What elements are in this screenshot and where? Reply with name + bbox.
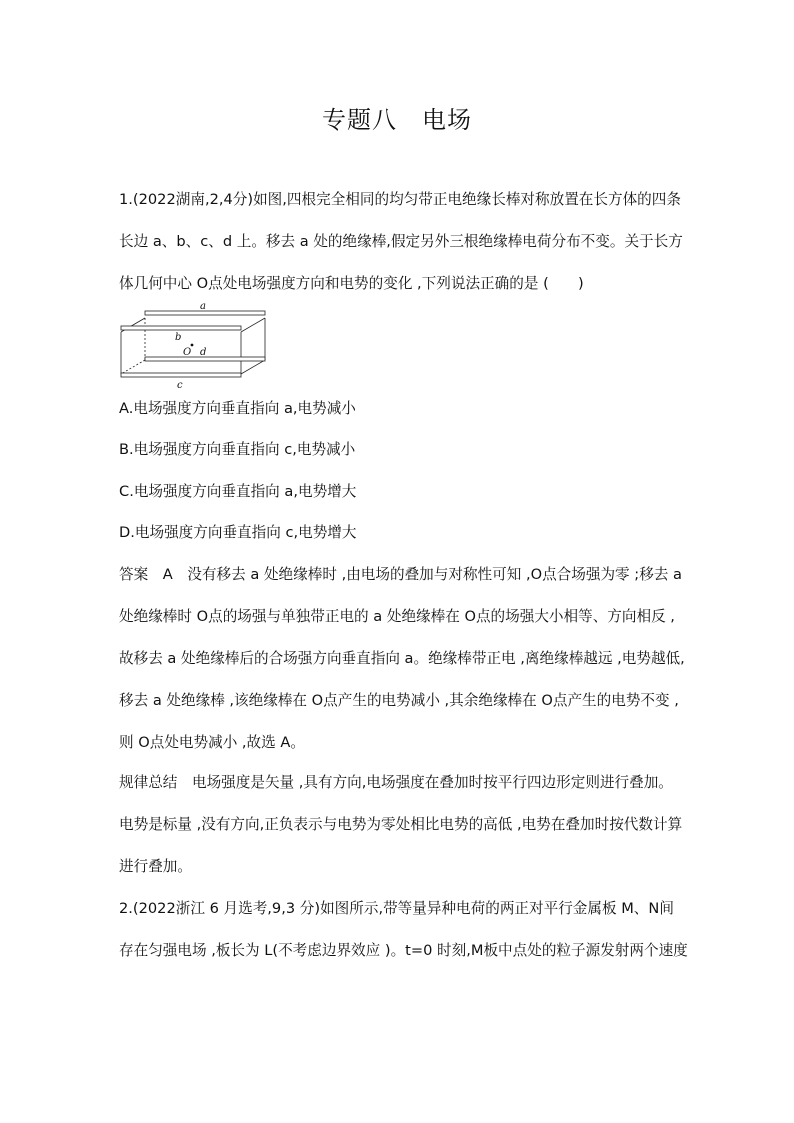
q1-answer-line-5: 则 O点处电势减小 ,故选 A。 <box>119 734 305 751</box>
label-o: O <box>183 347 192 358</box>
label-d: d <box>200 347 207 358</box>
q1-answer-line-1: 答案 A 没有移去 a 处绝缘棒时 ,由电场的叠加与对称性可知 ,O点合场强为零 ;移去 a <box>119 566 682 583</box>
cuboid-rods-figure <box>117 302 277 390</box>
q1-option-a: A.电场强度方向垂直指向 a,电势减小 <box>119 400 356 417</box>
q1-stem-line-3: 体几何中心 O点处电场强度方向和电势的变化 ,下列说法正确的是 ( ) <box>119 275 584 292</box>
q1-answer-line-2: 处绝缘棒时 O点的场强与单独带正电的 a 处绝缘棒在 O点的场强大小相等、方向相反 , <box>119 608 675 625</box>
q1-stem-line-1: 1.(2022湖南,2,4分)如图,四根完全相同的均匀带正电绝缘长棒对称放置在长方体的四条 <box>119 191 681 208</box>
center-point-o <box>191 344 194 347</box>
q1-option-d: D.电场强度方向垂直指向 c,电势增大 <box>119 524 357 541</box>
q1-option-c: C.电场强度方向垂直指向 a,电势增大 <box>119 483 357 500</box>
q1-answer-line-4: 移去 a 处绝缘棒 ,该绝缘棒在 O点产生的电势减小 ,其余绝缘棒在 O点产生的电势不变 , <box>119 692 679 709</box>
page-title: 专题八 电场 <box>322 106 472 134</box>
q1-option-b: B.电场强度方向垂直指向 c,电势减小 <box>119 441 356 458</box>
q1-answer-line-3: 故移去 a 处绝缘棒后的合场强方向垂直指向 a。绝缘棒带正电 ,离绝缘棒越远 ,电势越低, <box>119 650 685 667</box>
q1-summary-line-3: 进行叠加。 <box>119 858 192 875</box>
q2-stem-line-1: 2.(2022浙江 6 月选考,9,3 分)如图所示,带等量异种电荷的两正对平行金属板 M、N间 <box>119 900 674 917</box>
label-b: b <box>175 332 182 343</box>
rod-c <box>121 373 241 377</box>
q1-summary-line-1: 规律总结 电场强度是矢量 ,具有方向,电场强度在叠加时按平行四边形定则进行叠加。 <box>119 774 673 791</box>
q2-stem-line-2: 存在匀强电场 ,板长为 L(不考虑边界效应 )。t=0 时刻,M板中点处的粒子源发射两个速度 <box>119 942 688 959</box>
q1-stem-line-2: 长边 a、b、c、d 上。移去 a 处的绝缘棒,假定另外三根绝缘棒电荷分布不变。关于长方 <box>119 233 683 250</box>
label-c: c <box>177 380 183 390</box>
label-a: a <box>200 302 206 312</box>
q1-summary-line-2: 电势是标量 ,没有方向,正负表示与电势为零处相比电势的高低 ,电势在叠加时按代数计算 <box>119 816 683 833</box>
rod-b <box>121 326 241 330</box>
